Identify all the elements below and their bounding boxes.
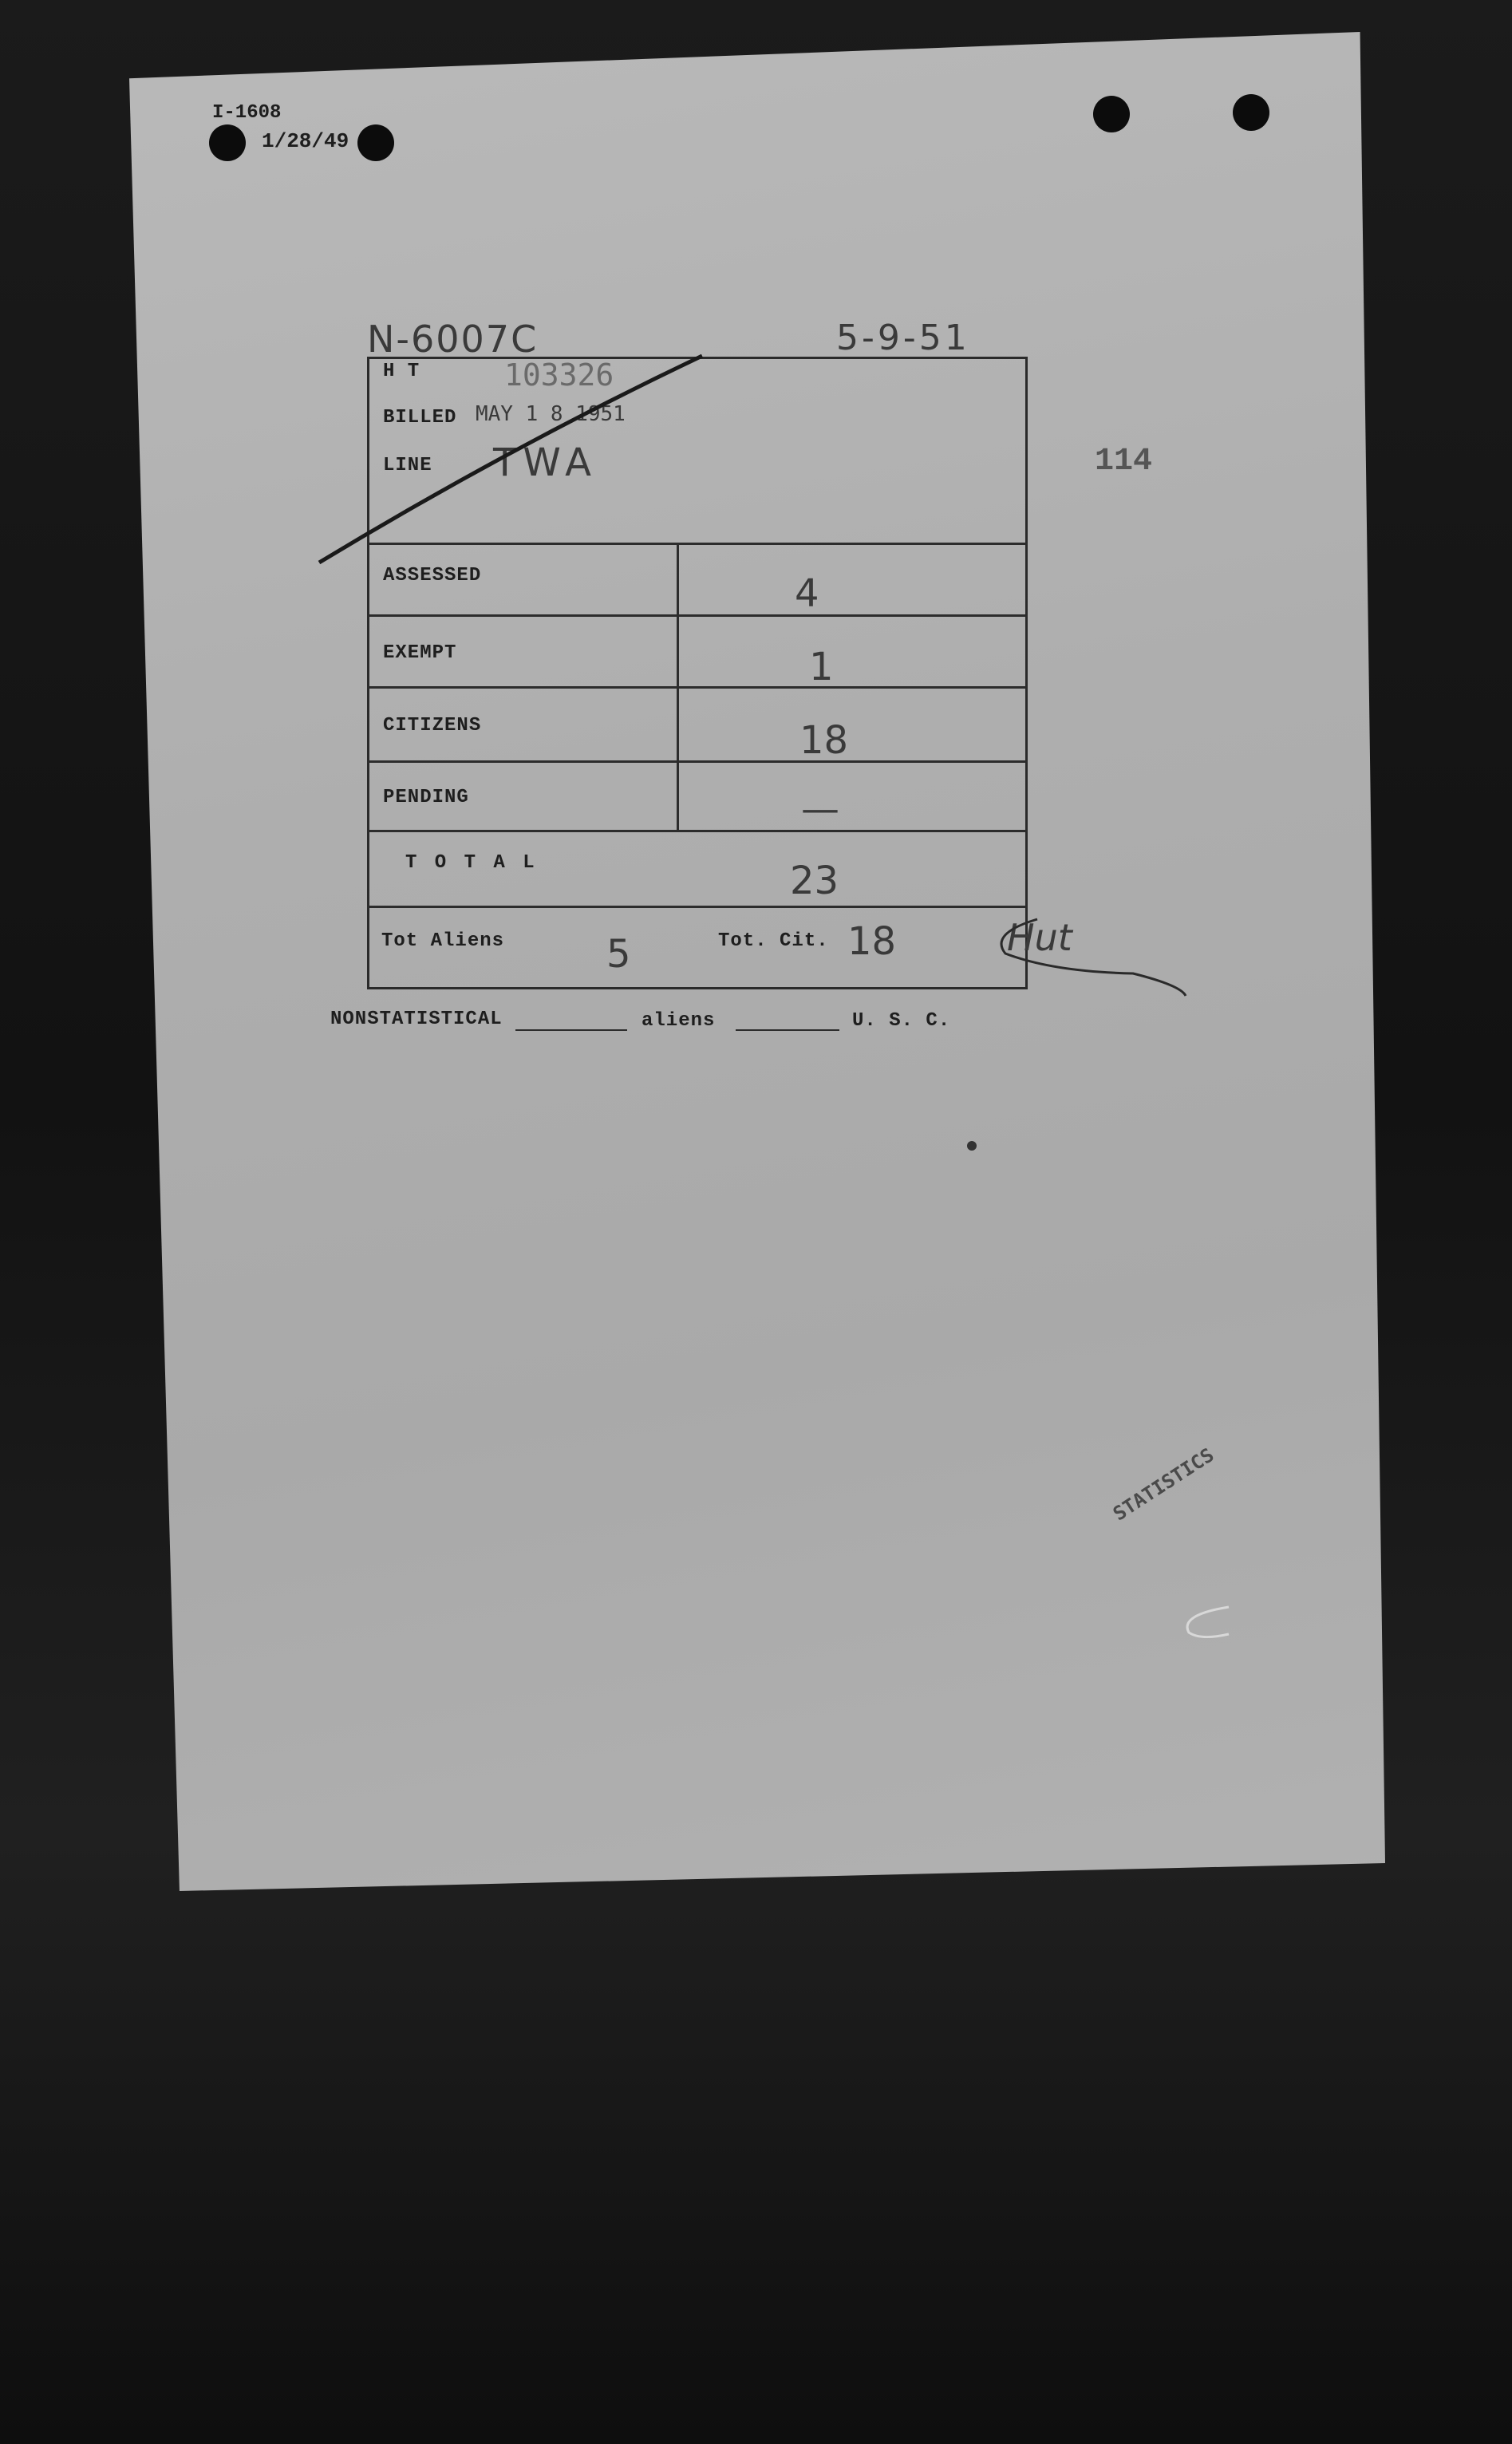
row-value-citizens: 18: [799, 718, 849, 763]
clerk-initials: Hut: [1007, 916, 1072, 959]
tot-cit-value: 18: [847, 919, 897, 964]
tot-aliens-value: 5: [606, 932, 631, 977]
ht-value: 103326: [504, 357, 614, 393]
billed-value: MAY 1 8 1951: [476, 402, 626, 426]
sheet-number: 114: [1095, 444, 1153, 480]
usc-label: U. S. C.: [852, 1010, 951, 1032]
row-label-exempt: EXEMPT: [383, 642, 457, 664]
ht-label: H T: [383, 361, 420, 382]
nonstatistical-label: NONSTATISTICAL: [330, 1009, 503, 1030]
form-date: 1/28/49: [262, 129, 349, 153]
row-label-citizens: CITIZENS: [383, 715, 482, 736]
total-label: T O T A L: [405, 852, 538, 874]
total-value: 23: [790, 859, 839, 903]
row-label-pending: PENDING: [383, 787, 469, 808]
row-label-assessed: ASSESSED: [383, 565, 482, 586]
line-label: LINE: [383, 455, 432, 476]
manifest-number: N-6007C: [367, 318, 539, 361]
row-value-exempt: 1: [809, 645, 834, 689]
form-number: I-1608: [212, 102, 282, 124]
row-value-pending: —: [801, 787, 839, 831]
tot-aliens-label: Tot Aliens: [381, 930, 505, 952]
aliens-label: aliens: [642, 1010, 716, 1032]
header-date: 5-9-51: [836, 318, 970, 358]
row-value-assessed: 4: [795, 571, 819, 616]
billed-label: BILLED: [383, 407, 457, 428]
tot-cit-label: Tot. Cit.: [718, 930, 829, 952]
statistics-stamp: STATISTICS: [1109, 1443, 1218, 1526]
line-value: TWA: [493, 440, 598, 485]
